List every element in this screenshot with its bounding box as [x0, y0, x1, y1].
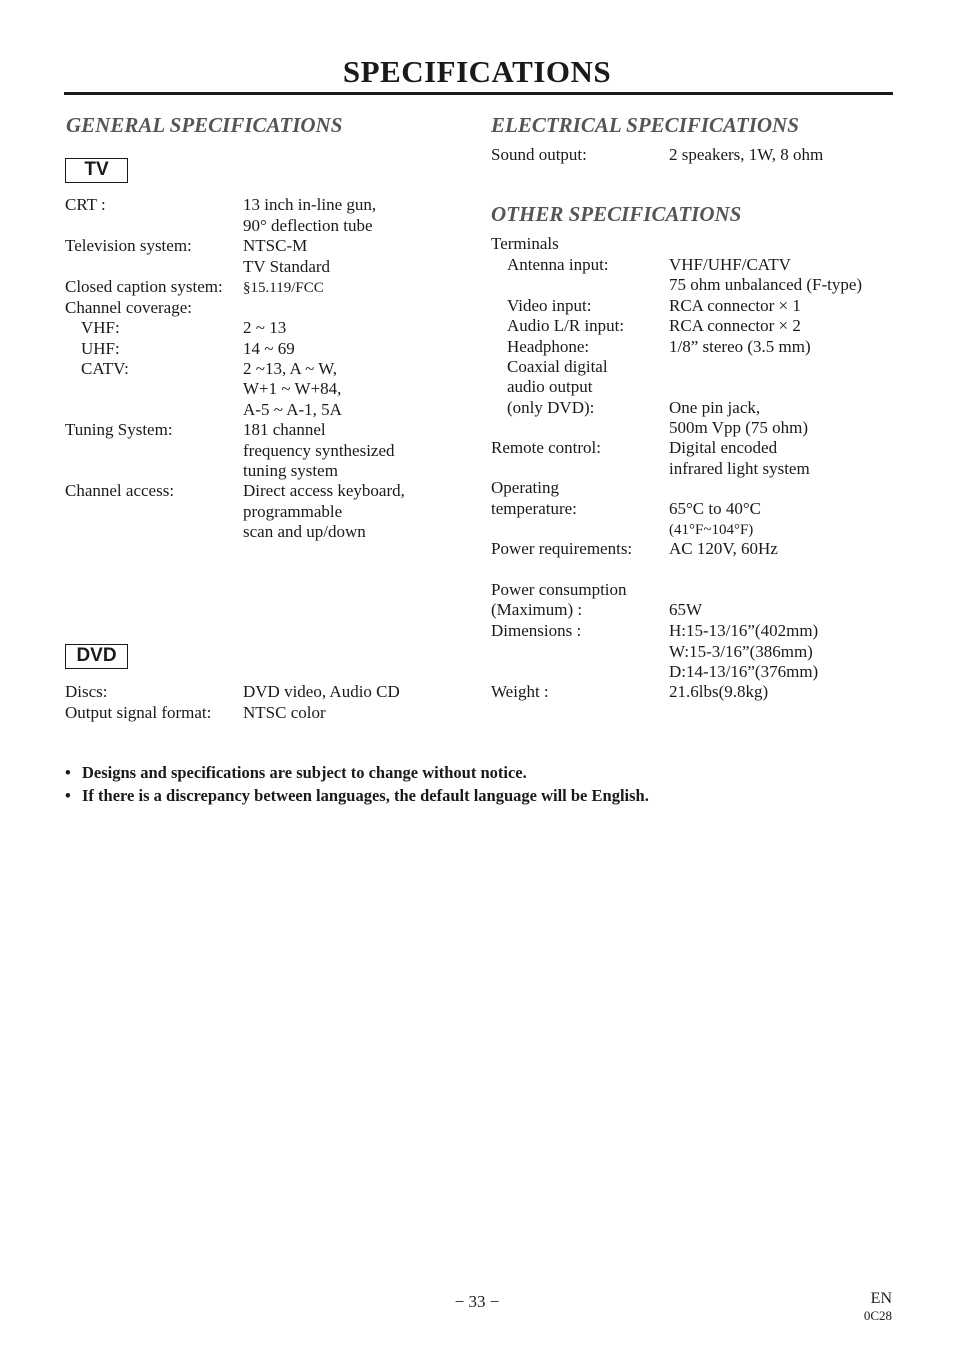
crt-label: CRT :	[65, 195, 106, 214]
antenna-input-label: Antenna input:	[507, 254, 609, 274]
remote-control-value-line1: Digital encoded	[669, 438, 778, 457]
headphone-value: 1/8” stereo (3.5 mm)	[669, 336, 811, 356]
television-system-value-line2: TV Standard	[243, 256, 331, 276]
channel-coverage-label: Channel coverage:	[65, 297, 192, 317]
sound-output-value: 2 speakers, 1W, 8 ohm	[669, 145, 824, 164]
power-requirements-value: AC 120V, 60Hz	[669, 539, 778, 558]
vhf-label: VHF:	[81, 318, 120, 337]
power-consumption-value: 65W	[669, 600, 703, 619]
document-code: 0C28	[863, 1308, 892, 1323]
coaxial-label-line2: audio output	[507, 377, 593, 396]
closed-caption-value: §15.119/FCC	[243, 280, 324, 296]
tuning-system-label: Tuning System:	[65, 420, 173, 439]
bullet-icon: •	[65, 786, 71, 805]
tuning-system-value-line2: frequency synthesized	[243, 440, 395, 460]
audio-input-label: Audio L/R input:	[507, 316, 625, 335]
dimensions-value-depth: D:14-13/16”(376mm)	[669, 661, 819, 681]
output-signal-format-label: Output signal format:	[65, 702, 212, 722]
channel-access-label: Channel access:	[65, 481, 175, 500]
video-input-value: RCA connector × 1	[669, 295, 801, 315]
dvd-badge: DVD	[65, 644, 128, 669]
catv-value-line1: 2 ~13, A ~ W,	[243, 358, 337, 378]
crt-value-line1: 13 inch in-line gun,	[243, 195, 377, 214]
video-input-label: Video input:	[507, 295, 592, 315]
crt-value-line2: 90° deflection tube	[243, 215, 373, 235]
note-text: If there is a discrepancy between languages, the default language will be English.	[82, 786, 649, 805]
discs-value: DVD video, Audio CD	[243, 682, 400, 701]
coaxial-value-line1: One pin jack,	[669, 397, 761, 417]
operating-temperature-label-line2: temperature:	[491, 499, 577, 518]
channel-access-value-line3: scan and up/down	[243, 522, 366, 541]
uhf-label: UHF:	[81, 338, 120, 358]
power-requirements-label: Power requirements:	[491, 539, 633, 558]
note-item	[65, 784, 649, 807]
uhf-value: 14 ~ 69	[243, 338, 295, 358]
note-item	[65, 761, 527, 784]
closed-caption-label: Closed caption system:	[65, 277, 223, 296]
antenna-input-value-line2: 75 ohm unbalanced (F-type)	[669, 275, 863, 294]
vhf-value: 2 ~ 13	[243, 318, 287, 337]
weight-label: Weight :	[491, 682, 549, 701]
discs-label: Discs:	[65, 682, 108, 701]
power-consumption-label-line1: Power consumption	[491, 579, 627, 599]
tuning-system-value-line3: tuning system	[243, 461, 338, 480]
other-specifications-heading: OTHER SPECIFICATIONS	[491, 202, 742, 226]
catv-value-line2: W+1 ~ W+84,	[243, 379, 342, 398]
remote-control-value-line2: infrared light system	[669, 458, 810, 478]
power-consumption-label-line2: (Maximum) :	[491, 600, 583, 619]
headphone-label: Headphone:	[507, 336, 590, 356]
operating-temperature-value-line2: (41°F~104°F)	[669, 522, 754, 538]
page-number: − 33 −	[454, 1292, 500, 1311]
television-system-label: Television system:	[65, 236, 192, 255]
tv-badge: TV	[65, 158, 128, 183]
audio-input-value: RCA connector × 2	[669, 316, 801, 335]
channel-access-value-line2: programmable	[243, 501, 343, 521]
dimensions-value-width: W:15-3/16”(386mm)	[669, 641, 813, 661]
weight-value: 21.6lbs(9.8kg)	[669, 682, 769, 701]
dimensions-label: Dimensions :	[491, 621, 582, 640]
bullet-icon: •	[65, 763, 71, 782]
coaxial-value-line2: 500m Vpp (75 ohm)	[669, 418, 808, 437]
operating-temperature-value-line1: 65°C to 40°C	[669, 499, 761, 518]
remote-control-label: Remote control:	[491, 438, 602, 457]
note-text: Designs and specifications are subject to change without notice.	[82, 763, 527, 782]
electrical-specifications-heading: ELECTRICAL SPECIFICATIONS	[491, 113, 799, 137]
catv-label: CATV:	[81, 358, 129, 378]
language-code: EN	[870, 1290, 892, 1307]
dimensions-value-height: H:15-13/16”(402mm)	[669, 621, 819, 640]
operating-temperature-label-line1: Operating	[491, 478, 559, 497]
sound-output-label: Sound output:	[491, 145, 587, 164]
page-title: SPECIFICATIONS	[342, 54, 612, 89]
catv-value-line3: A-5 ~ A-1, 5A	[243, 399, 342, 419]
general-specifications-heading: GENERAL SPECIFICATIONS	[66, 113, 343, 137]
channel-access-value-line1: Direct access keyboard,	[243, 481, 405, 500]
tuning-system-value-line1: 181 channel	[243, 420, 326, 439]
output-signal-format-value: NTSC color	[243, 702, 326, 722]
television-system-value-line1: NTSC-M	[243, 236, 308, 255]
coaxial-label-line3: (only DVD):	[507, 397, 595, 417]
title-rule	[64, 92, 893, 95]
terminals-label: Terminals	[491, 234, 559, 253]
coaxial-label-line1: Coaxial digital	[507, 356, 608, 376]
antenna-input-value-line1: VHF/UHF/CATV	[669, 254, 791, 274]
